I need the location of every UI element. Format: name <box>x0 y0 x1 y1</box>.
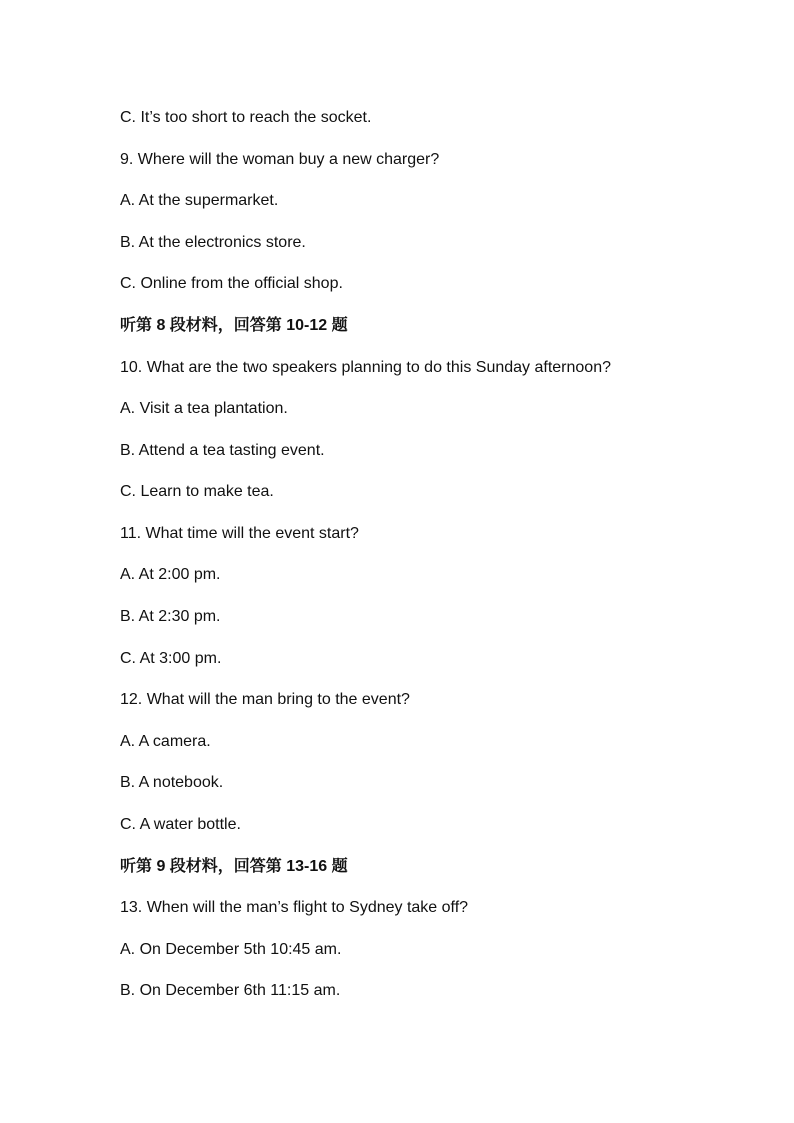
question-10: 10. What are the two speakers planning to do this Sunday afternoon? <box>120 359 611 376</box>
option-9a: A. At the supermarket. <box>120 192 279 209</box>
option-11c: C. At 3:00 pm. <box>120 650 222 667</box>
question-9: 9. Where will the woman buy a new charger? <box>120 151 440 168</box>
option-8c: C. It’s too short to reach the socket. <box>120 109 372 126</box>
option-13b: B. On December 6th 11:15 am. <box>120 982 341 999</box>
option-13a: A. On December 5th 10:45 am. <box>120 941 342 958</box>
option-11a: A. At 2:00 pm. <box>120 566 221 583</box>
option-9b: B. At the electronics store. <box>120 234 306 251</box>
question-13: 13. When will the man’s flight to Sydney take off? <box>120 899 469 916</box>
question-11: 11. What time will the event start? <box>120 525 359 542</box>
section-heading-9: 听第 9 段材料，回答第 13-16 题 <box>120 858 348 875</box>
option-10b: B. Attend a tea tasting event. <box>120 442 325 459</box>
section-heading-8: 听第 8 段材料，回答第 10-12 题 <box>120 317 348 334</box>
option-10a: A. Visit a tea plantation. <box>120 400 288 417</box>
option-12a: A. A camera. <box>120 733 211 750</box>
option-12b: B. A notebook. <box>120 774 224 791</box>
option-12c: C. A water bottle. <box>120 816 241 833</box>
option-11b: B. At 2:30 pm. <box>120 608 221 625</box>
question-12: 12. What will the man bring to the event? <box>120 691 410 708</box>
option-10c: C. Learn to make tea. <box>120 483 274 500</box>
option-9c: C. Online from the official shop. <box>120 275 343 292</box>
